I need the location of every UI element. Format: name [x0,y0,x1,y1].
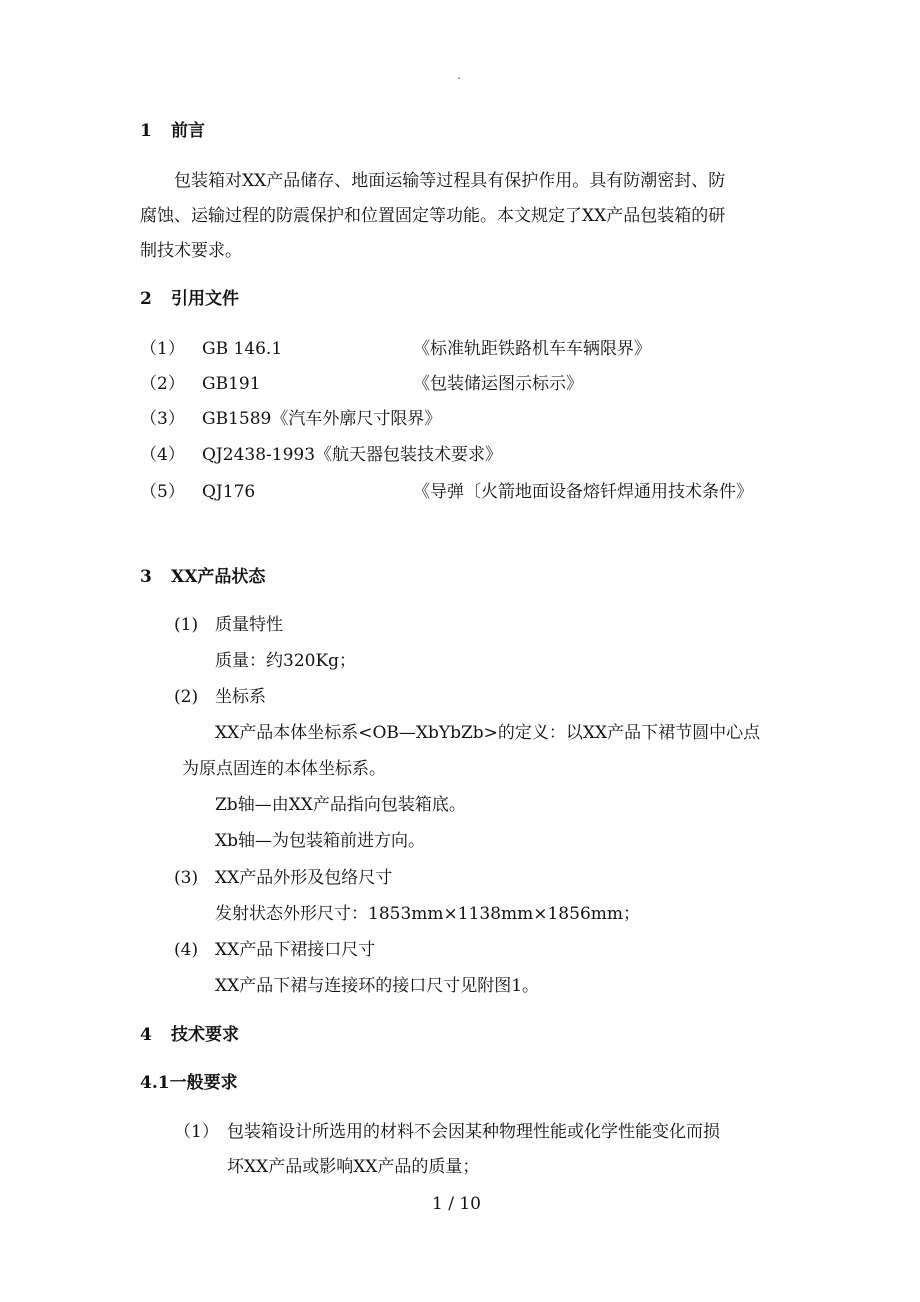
state-item-1-title: 质量特性 [215,615,283,635]
state-item-2-title: 坐标系 [215,687,266,707]
section-1-number: 1 [140,121,152,141]
state-item-1-line-1: 质量：约320Kg； [215,651,357,671]
state-item-2-index: (2) [174,687,199,707]
section-1-paragraph-line-1: 包装箱对XX产品储存、地面运输等过程具有保护作用。具有防潮密封、防 [174,171,726,191]
section-4-number: 4 [140,1025,152,1045]
reference-3-index: （3） [140,409,185,429]
state-item-1-index: (1) [174,615,199,635]
requirement-1-line-1: 包装箱设计所选用的材料不会因某种物理性能或化学性能变化而损 [227,1122,720,1142]
section-2-number: 2 [140,289,152,309]
state-item-2-line-3: Zb轴—由XX产品指向包装箱底。 [215,795,466,815]
reference-5-index: （5） [140,482,185,502]
section-3-title: XX产品状态 [171,567,266,587]
reference-1-code: GB 146.1 [202,339,283,359]
state-item-2-line-4: Xb轴—为包装箱前进方向。 [215,831,425,851]
section-1-paragraph-line-2: 腐蚀、运输过程的防震保护和位置固定等功能。本文规定了XX产品包装箱的研 [140,206,726,226]
section-2-title: 引用文件 [171,289,239,309]
reference-4-index: （4） [140,445,185,465]
state-item-4-line-1: XX产品下裙与连接环的接口尺寸见附图1。 [215,976,540,996]
state-item-3-index: (3) [174,868,199,888]
requirement-1-line-2: 坏XX产品或影响XX产品的质量； [227,1157,480,1177]
requirement-1-index: （1） [174,1122,219,1142]
reference-5-code: QJ176 [202,482,256,502]
state-item-2-line-2: 为原点固连的本体坐标系。 [182,759,386,779]
state-item-4-title: XX产品下裙接口尺寸 [215,940,376,960]
reference-3-code: GB1589《汽车外廓尺寸限界》 [202,409,442,429]
state-item-2-line-1: XX产品本体坐标系<OB—XbYbZb>的定义：以XX产品下裙节圆中心点 [215,723,761,743]
section-3-number: 3 [140,567,152,587]
subsection-4-1-title: 4.1一般要求 [140,1073,238,1093]
reference-2-index: （2） [140,374,185,394]
state-item-4-index: (4) [174,940,199,960]
reference-1-name: 《标准轨距铁路机车车辆限界》 [413,339,651,359]
header-dot: . [457,68,461,82]
section-1-paragraph-line-3: 制技术要求。 [140,241,242,261]
page-number: 1 / 10 [432,1194,481,1214]
state-item-3-line-1: 发射状态外形尺寸：1853mm×1138mm×1856mm； [215,904,640,924]
state-item-3-title: XX产品外形及包络尺寸 [215,868,393,888]
reference-2-code: GB191 [202,374,261,394]
reference-4-code: QJ2438-1993《航天器包装技术要求》 [202,445,503,465]
reference-1-index: （1） [140,339,185,359]
section-4-title: 技术要求 [171,1025,239,1045]
reference-2-name: 《包装储运图示标示》 [413,374,583,394]
reference-5-name: 《导弹〔火箭地面设备熔钎焊通用技术条件》 [413,482,753,502]
section-1-title: 前言 [171,121,205,141]
